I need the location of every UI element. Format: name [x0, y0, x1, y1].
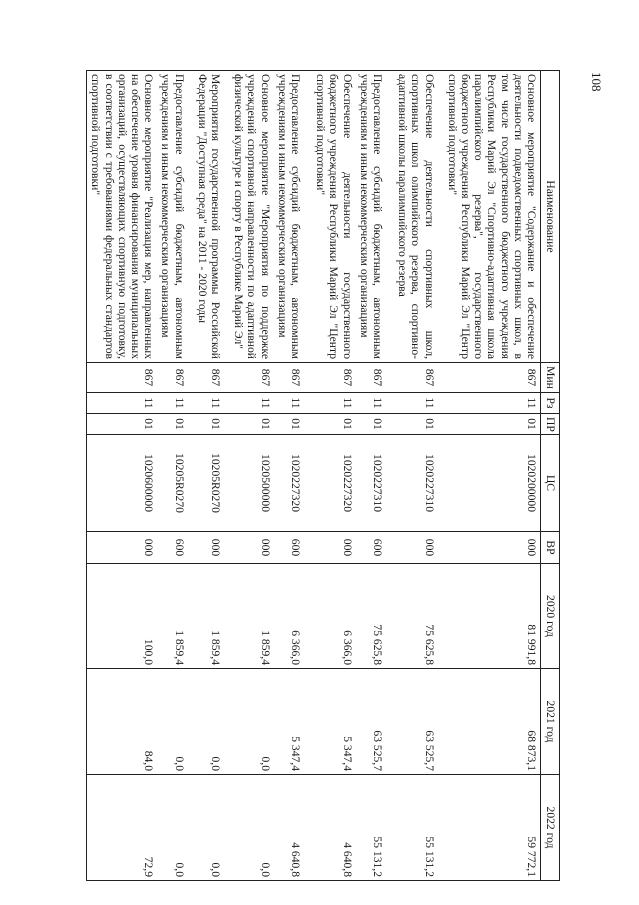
col-header-2022: 2022 год	[541, 775, 560, 881]
page-number: 108	[589, 72, 604, 92]
row-name: Мероприятия государственной программы Российской Федерации "Доступная среда" на 2011 - 2020 годы	[188, 71, 224, 363]
row-vr: 600	[356, 532, 386, 564]
table-row	[274, 71, 304, 881]
row-value-2022: 72,9	[87, 775, 158, 881]
row-cs: 1020600000	[87, 435, 158, 532]
row-value-2021: 84,0	[87, 669, 158, 775]
row-rz: 11	[274, 393, 304, 414]
row-pr: 01	[438, 414, 541, 435]
row-cs: 10205R0270	[157, 435, 187, 532]
row-vr: 000	[438, 532, 541, 564]
row-name: Основное мероприятие "Мероприятия по поддержке учреждений спортивной направленности по адаптивной физической культуре и спорту в Республике Марий Эл"	[224, 71, 274, 363]
row-pr: 01	[87, 414, 158, 435]
row-rz: 11	[386, 393, 438, 414]
row-vr: 000	[87, 532, 158, 564]
row-name: Основное мероприятие "Содержание и обеспечение деятельности подведомственных спортивных школ, в том числе государственного бюджетного учреждения Республики Марий Эл "Спортивно-адаптивная школа паралимпийского резерва", государственного бюджетного учреждения Республики Марий Эл "Центр спортивной подготовки"	[438, 71, 541, 363]
row-pr: 01	[274, 414, 304, 435]
row-rz: 11	[356, 393, 386, 414]
col-header-2020: 2020 год	[541, 564, 560, 669]
row-rz: 11	[304, 393, 356, 414]
row-vr: 600	[274, 532, 304, 564]
row-value-2022: 0,0	[224, 775, 274, 881]
col-header-2021: 2021 год	[541, 669, 560, 775]
row-value-2020: 1 859,4	[224, 564, 274, 669]
col-header-min: Мин	[541, 363, 560, 393]
row-value-2021: 68 873,1	[438, 669, 541, 775]
row-name: Основное мероприятие "Реализация мер, направленных на обеспечение уровня финансирования муниципальных организаций, осуществляющих спортивную подготовку, в соответствии с требованиями федеральных стандартов спортивной подготовки"	[87, 71, 158, 363]
row-name: Предоставление субсидий бюджетным, автономным учреждениям и иным некоммерческим организациям	[356, 71, 386, 363]
row-value-2022: 59 772,1	[438, 775, 541, 881]
table-row	[356, 71, 386, 881]
row-name: Предоставление субсидий бюджетным, автономным учреждениям и иным некоммерческим организациям	[157, 71, 187, 363]
row-cs: 10205R0270	[188, 435, 224, 532]
row-value-2020: 6 366,0	[274, 564, 304, 669]
row-value-2021: 0,0	[224, 669, 274, 775]
row-value-2020: 75 625,8	[386, 564, 438, 669]
row-rz: 11	[188, 393, 224, 414]
table-header-row	[541, 71, 560, 881]
row-name: Обеспечение деятельности спортивных школ, спортивных школ олимпийского резерва, спортивно-адаптивной школы паралимпийского резерва	[386, 71, 438, 363]
row-min: 867	[438, 363, 541, 393]
row-name: Предоставление субсидий бюджетным, автономным учреждениям и иным некоммерческим организациям	[274, 71, 304, 363]
row-rz: 11	[157, 393, 187, 414]
row-min: 867	[304, 363, 356, 393]
row-value-2020: 75 625,8	[356, 564, 386, 669]
table-row	[188, 71, 224, 881]
row-cs: 1020227310	[386, 435, 438, 532]
row-cs: 1020227320	[304, 435, 356, 532]
row-value-2022: 55 131,2	[386, 775, 438, 881]
row-value-2021: 63 525,7	[386, 669, 438, 775]
row-rz: 11	[438, 393, 541, 414]
budget-table	[86, 70, 560, 881]
row-value-2020: 6 366,0	[304, 564, 356, 669]
row-min: 867	[356, 363, 386, 393]
row-min: 867	[188, 363, 224, 393]
row-min: 867	[157, 363, 187, 393]
row-value-2021: 5 347,4	[304, 669, 356, 775]
table-row	[224, 71, 274, 881]
row-pr: 01	[224, 414, 274, 435]
row-pr: 01	[356, 414, 386, 435]
table-row	[157, 71, 187, 881]
row-vr: 000	[386, 532, 438, 564]
col-header-pr: ПР	[541, 414, 560, 435]
row-cs: 1020200000	[438, 435, 541, 532]
row-value-2021: 0,0	[188, 669, 224, 775]
row-value-2022: 0,0	[188, 775, 224, 881]
row-pr: 01	[386, 414, 438, 435]
row-value-2022: 0,0	[157, 775, 187, 881]
rotated-page-content	[80, 70, 560, 880]
table-row	[304, 71, 356, 881]
row-pr: 01	[304, 414, 356, 435]
row-cs: 1020227310	[356, 435, 386, 532]
row-vr: 000	[224, 532, 274, 564]
col-header-vr: ВР	[541, 532, 560, 564]
row-value-2020: 81 991,8	[438, 564, 541, 669]
row-value-2020: 1 859,4	[188, 564, 224, 669]
table-row	[386, 71, 438, 881]
row-value-2020: 100,0	[87, 564, 158, 669]
row-value-2020: 1 859,4	[157, 564, 187, 669]
col-header-name: Наименование	[541, 71, 560, 363]
table-row	[87, 71, 158, 881]
row-cs: 1020500000	[224, 435, 274, 532]
row-value-2021: 63 525,7	[356, 669, 386, 775]
col-header-rz: Рз	[541, 393, 560, 414]
row-min: 867	[274, 363, 304, 393]
row-value-2021: 5 347,4	[274, 669, 304, 775]
row-rz: 11	[87, 393, 158, 414]
row-pr: 01	[188, 414, 224, 435]
row-min: 867	[87, 363, 158, 393]
row-cs: 1020227320	[274, 435, 304, 532]
table-row	[438, 71, 541, 881]
row-min: 867	[224, 363, 274, 393]
row-vr: 000	[188, 532, 224, 564]
col-header-cs: ЦС	[541, 435, 560, 532]
row-value-2022: 55 131,2	[356, 775, 386, 881]
row-value-2021: 0,0	[157, 669, 187, 775]
row-value-2022: 4 640,8	[304, 775, 356, 881]
row-name: Обеспечение деятельности государственного бюджетного учреждения Республики Марий Эл "Центр спортивной подготовки"	[304, 71, 356, 363]
row-rz: 11	[224, 393, 274, 414]
row-pr: 01	[157, 414, 187, 435]
row-vr: 000	[304, 532, 356, 564]
row-value-2022: 4 640,8	[274, 775, 304, 881]
row-min: 867	[386, 363, 438, 393]
row-vr: 600	[157, 532, 187, 564]
